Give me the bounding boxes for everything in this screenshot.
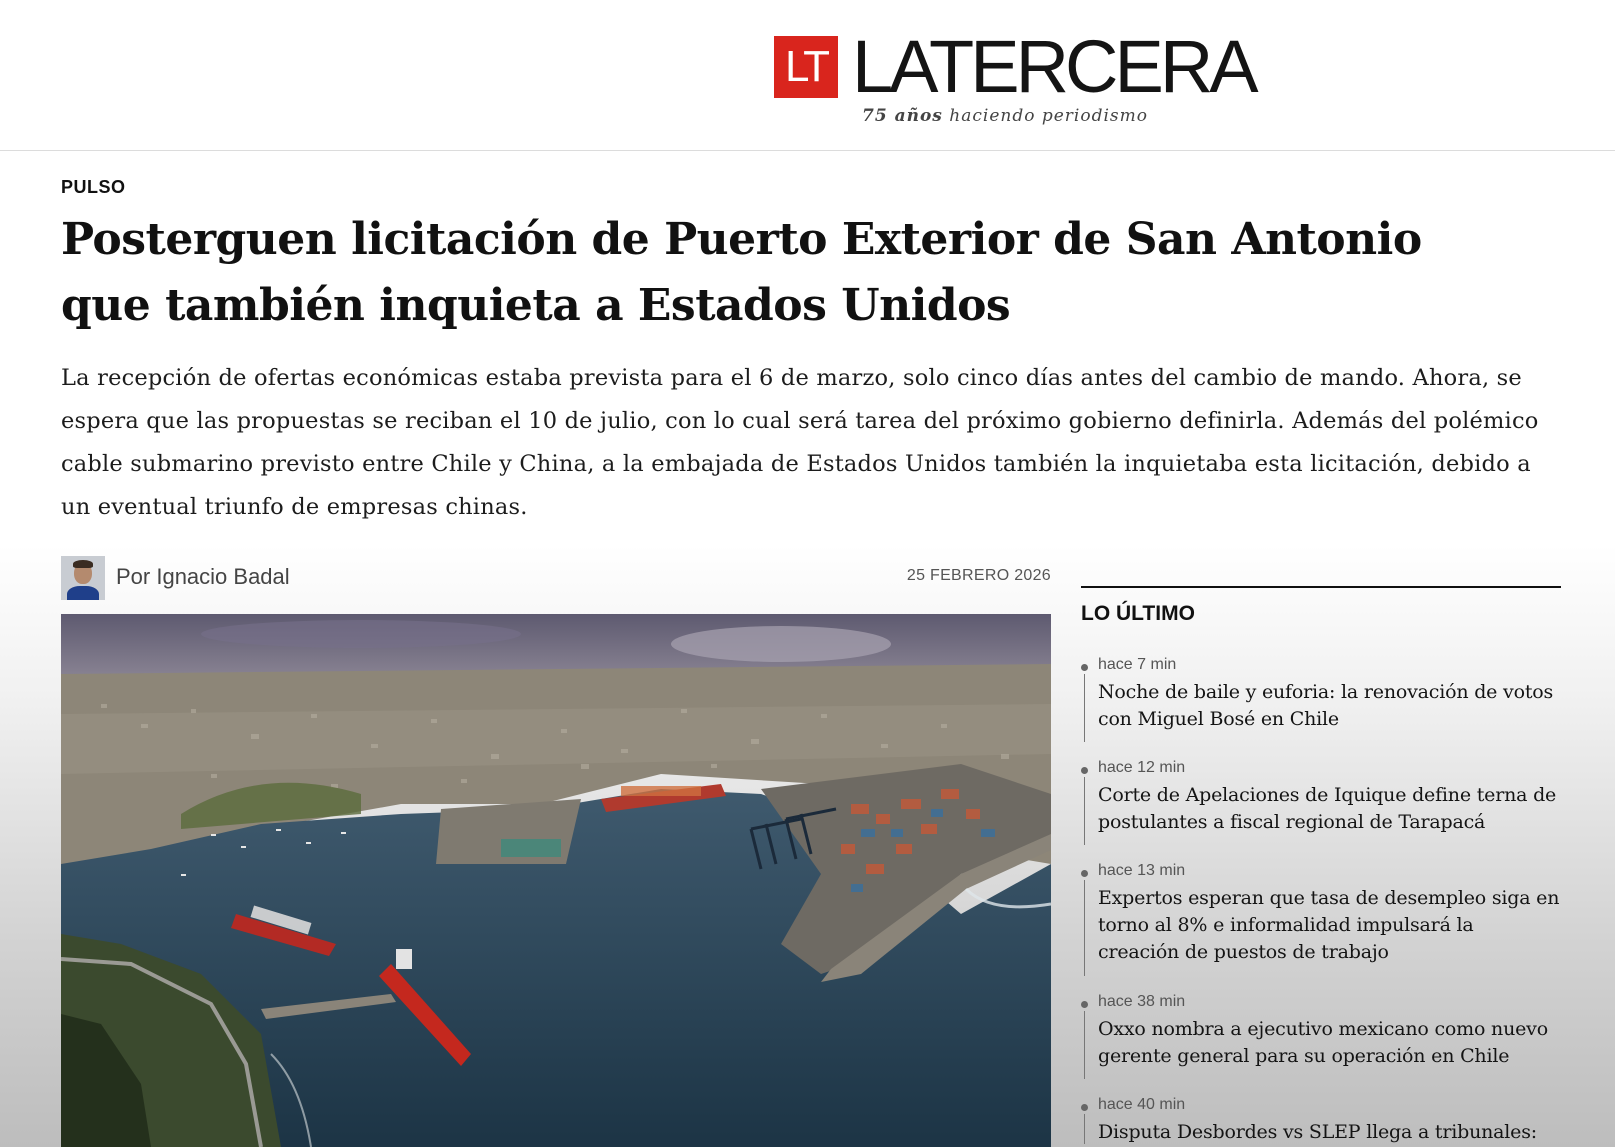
timeline-dot xyxy=(1081,1001,1088,1008)
item-time: hace 38 min xyxy=(1098,993,1186,1010)
logo-tagline xyxy=(862,106,1148,126)
site-logo[interactable] xyxy=(774,25,1255,136)
item-title[interactable]: Corte de Apelaciones de Iquique define terna de postulantes a fiscal regional de Tarapacá xyxy=(1098,784,1557,833)
tagline-years: 75 años xyxy=(862,106,943,126)
author-name[interactable]: Por Ignacio Badal xyxy=(116,564,290,589)
item-time: hace 40 min xyxy=(1098,1096,1186,1113)
hero-image xyxy=(61,614,1051,1147)
item-title[interactable]: Expertos esperan que tasa de desempleo siga en torno al 8% e informalidad impulsará la creación de puestos de trabajo xyxy=(1098,887,1560,963)
timeline-dot xyxy=(1081,767,1088,774)
timeline-line xyxy=(1084,1114,1085,1144)
timeline-line xyxy=(1084,1011,1085,1079)
item-time: hace 7 min xyxy=(1098,656,1177,673)
timeline-line xyxy=(1084,777,1085,845)
port-aerial-photo xyxy=(61,614,1051,1147)
item-title[interactable]: Oxxo nombra a ejecutivo mexicano como nuevo gerente general para su operación en Chile xyxy=(1098,1018,1548,1067)
item-title[interactable]: Disputa Desbordes vs SLEP llega a tribunales: xyxy=(1098,1121,1537,1143)
tagline-text: haciendo periodismo xyxy=(949,106,1148,126)
logo-wordmark: LATERCERA xyxy=(852,25,1255,108)
item-time: hace 13 min xyxy=(1098,862,1186,879)
article-lead: La recepción de ofertas económicas estaba prevista para el 6 de marzo, solo cinco días antes del cambio de mando. Ahora, se espera que las propuestas se reciban el 10 de julio, con lo cual será tarea del próximo gobierno definirla. Además del polémico cable submarino previsto entre Chile y China, a la embajada de Estados Unidos también la inquietaba esta licitación, debido a un eventual triunfo de empresas chinas. xyxy=(61,365,1539,520)
logo-mark: LT xyxy=(774,36,838,98)
item-time: hace 12 min xyxy=(1098,759,1186,776)
timeline-dot xyxy=(1081,1104,1088,1111)
timeline-line xyxy=(1084,674,1085,742)
author-avatar[interactable] xyxy=(61,556,105,600)
section-link[interactable]: PULSO xyxy=(61,177,126,197)
latest-news-heading: LO ÚLTIMO xyxy=(1081,602,1195,625)
publish-date: 25 FEBRERO 2026 xyxy=(906,567,1051,584)
timeline-line xyxy=(1084,880,1085,976)
article-headline: Posterguen licitación de Puerto Exterior de San Antonio que también inquieta a Estados Unidos xyxy=(61,214,1422,331)
timeline-dot xyxy=(1081,664,1088,671)
item-title[interactable]: Noche de baile y euforia: la renovación de votos con Miguel Bosé en Chile xyxy=(1098,681,1554,730)
site-header xyxy=(0,0,1615,151)
timeline-dot xyxy=(1081,870,1088,877)
sidebar-divider xyxy=(1081,586,1561,588)
